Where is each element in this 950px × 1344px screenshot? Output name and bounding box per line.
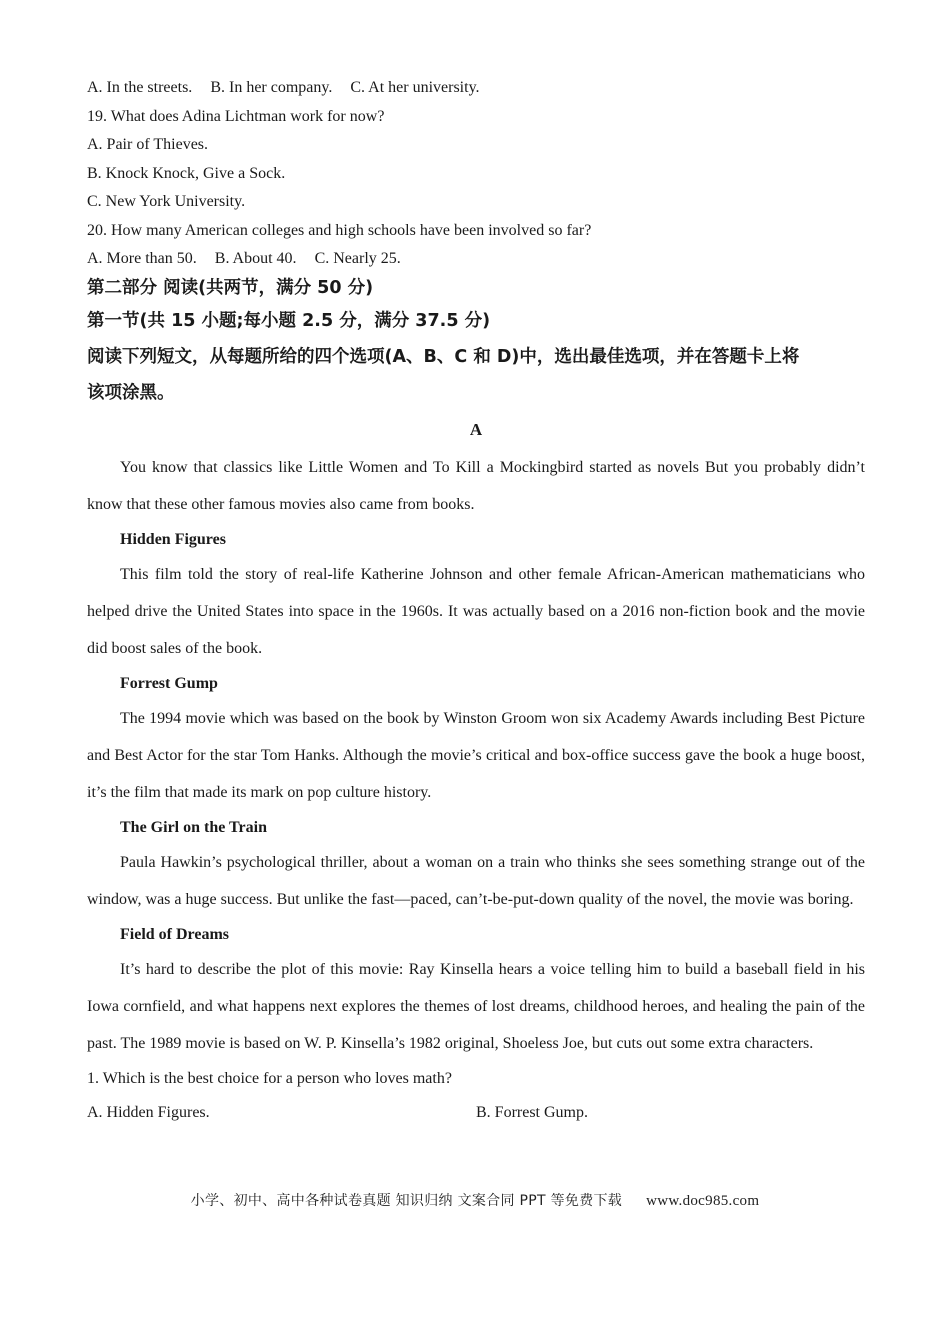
q20-options bbox=[87, 245, 865, 274]
q18-option-b: B. In her company. bbox=[210, 79, 333, 96]
q18-options bbox=[87, 74, 865, 103]
item-text-hidden-figures: This film told the story of real-life Katherine Johnson and other female African-American mathematicians who helped drive the United States into space in the 1960s. It was actually based on a 2016 non-fiction book and the movie did boost sales of the book. bbox=[87, 565, 865, 657]
q20-option-b: B. About 40. bbox=[214, 250, 297, 267]
q19-option-b: B. Knock Knock, Give a Sock. bbox=[87, 164, 286, 182]
q18-option-a: A. In the streets. bbox=[87, 79, 193, 96]
item-heading-hidden-figures: Hidden Figures bbox=[120, 530, 226, 548]
section1-title: 第一节(共 15 小题;每小题 2.5 分，满分 37.5 分) bbox=[87, 310, 491, 331]
q19-option-c: C. New York University. bbox=[87, 193, 246, 210]
item-text-girl-on-train: Paula Hawkin’s psychological thriller, about a woman on a train who thinks she sees something strange out of the window, was a huge success. But unlike the fast—paced, can’t-be-put-down quality of the novel, the movie was boring. bbox=[87, 853, 865, 908]
passage-intro: You know that classics like Little Women and To Kill a Mockingbird started as novels But you probably didn’t know that these other famous movies also came from books. bbox=[87, 458, 865, 513]
q20-question: 20. How many American colleges and high schools have been involved so far? bbox=[87, 221, 592, 239]
q19-question: 19. What does Adina Lichtman work for now? bbox=[87, 107, 385, 125]
passage-label: A bbox=[469, 419, 483, 439]
q18-option-c: C. At her university. bbox=[350, 79, 480, 96]
exam-page bbox=[87, 74, 865, 1130]
item-heading-girl-on-train: The Girl on the Train bbox=[120, 818, 267, 836]
part2-title: 第二部分 阅读(共两节，满分 50 分) bbox=[87, 277, 374, 298]
q19-option-a: A. Pair of Thieves. bbox=[87, 136, 209, 153]
item-heading-forrest-gump: Forrest Gump bbox=[120, 674, 218, 692]
footer-site: www.doc985.com bbox=[646, 1193, 760, 1209]
q20-option-a: A. More than 50. bbox=[87, 250, 197, 267]
instruction-line-1: 阅读下列短文，从每题所给的四个选项(A、B、C 和 D)中，选出最佳选项，并在答题卡上将 bbox=[87, 346, 800, 367]
page-footer bbox=[0, 1190, 950, 1210]
item-text-field-of-dreams: It’s hard to describe the plot of this movie: Ray Kinsella hears a voice telling him to build a baseball field in his Iowa cornfield, and what happens next explores the themes of lost dreams, childhood heroes, and healing the pain of the past. The 1989 movie is based on W. P. Kinsella’s 1982 original, Shoeless Joe, but cuts out some extra characters. bbox=[87, 960, 865, 1052]
q1-options bbox=[87, 1096, 865, 1130]
q1-question: 1. Which is the best choice for a person who loves math? bbox=[87, 1069, 452, 1087]
item-text-forrest-gump: The 1994 movie which was based on the book by Winston Groom won six Academy Awards including Best Picture and Best Actor for the star Tom Hanks. Although the movie’s critical and box-office success gave the book a huge boost, it’s the film that made its mark on pop culture history. bbox=[87, 709, 865, 801]
item-heading-field-of-dreams: Field of Dreams bbox=[120, 925, 230, 943]
q20-option-c: C. Nearly 25. bbox=[314, 250, 401, 267]
q1-option-a: A. Hidden Figures. bbox=[87, 1103, 210, 1121]
instruction-line-2: 该项涂黑。 bbox=[87, 382, 175, 403]
q1-option-b: B. Forrest Gump. bbox=[476, 1103, 588, 1121]
footer-text: 小学、初中、高中各种试卷真题 知识归纳 文案合同 PPT 等免费下载 bbox=[190, 1193, 623, 1209]
